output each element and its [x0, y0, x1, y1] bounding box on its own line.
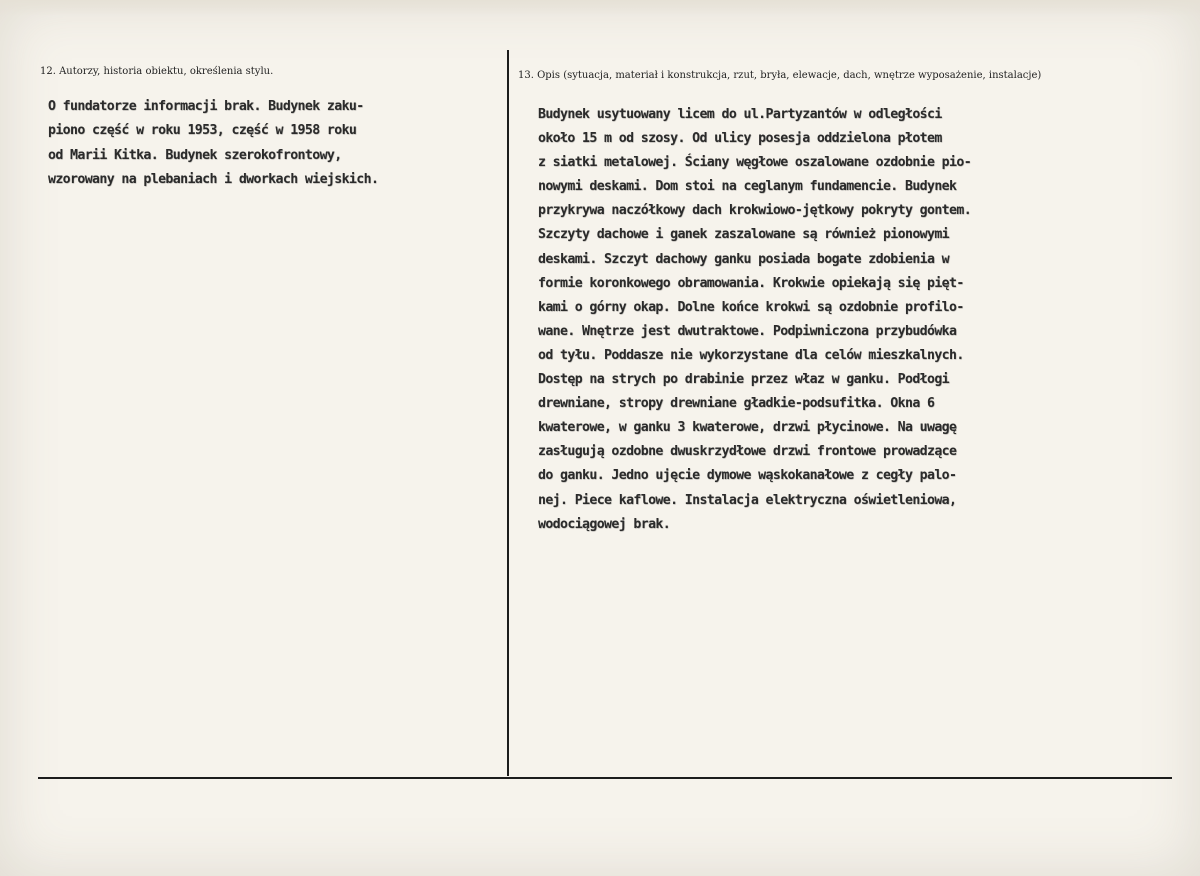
- paper-edge-shadow: [0, 0, 1200, 16]
- history-line: O fundatorze informacji brak. Budynek zaku-: [48, 99, 364, 114]
- typewritten-description-text: [538, 103, 971, 537]
- bottom-rule: [38, 777, 1172, 779]
- field-label-description: 13. Opis (sytuacja, materiał i konstrukcja, rzut, bryła, elewacje, dach, wnętrze wyposażenie, instalacje): [518, 70, 1042, 81]
- history-line: piono część w roku 1953, część w 1958 roku: [48, 123, 357, 139]
- description-line: kami o górny okap. Dolne końce krokwi są ozdobnie profilo-: [538, 299, 964, 315]
- description-line: wodociągowej brak.: [538, 516, 671, 532]
- description-line: do ganku. Jedno ujęcie dymowe wąskokanałowe z cegły palo-: [538, 468, 957, 484]
- description-line: przykrywa naczółkowy dach krokwiowo-jętkowy pokryty gontem.: [538, 203, 972, 219]
- description-line: zasługują ozdobne dwuskrzydłowe drzwi frontowe prowadzące: [538, 444, 957, 460]
- description-line: nej. Piece kaflowe. Instalacja elektryczna oświetleniowa,: [538, 492, 957, 508]
- description-line: od tyłu. Poddasze nie wykorzystane dla celów mieszkalnych.: [538, 347, 964, 363]
- description-line: kwaterowe, w ganku 3 kwaterowe, drzwi płycinowe. Na uwagę: [538, 420, 957, 436]
- description-line: około 15 m od szosy. Od ulicy posesja oddzielona płotem: [538, 131, 942, 147]
- description-line: Szczyty dachowe i ganek zaszalowane są również pionowymi: [538, 227, 950, 243]
- description-line: wane. Wnętrze jest dwutraktowe. Podpiwniczona przybudówka: [538, 323, 957, 339]
- description-line: Dostęp na strych po drabinie przez właz w ganku. Podłogi: [538, 372, 950, 388]
- history-line: od Marii Kitka. Budynek szerokofrontowy,: [48, 147, 342, 163]
- description-line: drewniane, stropy drewniane gładkie-podsufitka. Okna 6: [538, 396, 935, 412]
- description-line: z siatki metalowej. Ściany węgłowe oszalowane ozdobnie pio-: [538, 155, 972, 171]
- description-line: formie koronkowego obramowania. Krokwie opiekają się pięt-: [538, 275, 964, 291]
- description-line: nowymi deskami. Dom stoi na ceglanym fundamencie. Budynek: [538, 179, 957, 195]
- typewritten-history-text: [48, 95, 378, 192]
- history-line: wzorowany na plebaniach i dworkach wiejskich.: [48, 171, 379, 187]
- field-label-authors-history-style: 12. Autorzy, historia obiektu, określenia stylu.: [40, 66, 274, 77]
- description-line: Budynek usytuowany licem do ul.Partyzantów w odległości: [538, 107, 942, 122]
- description-line: deskami. Szczyt dachowy ganku posiada bogate zdobienia w: [538, 251, 950, 267]
- column-divider: [507, 50, 509, 776]
